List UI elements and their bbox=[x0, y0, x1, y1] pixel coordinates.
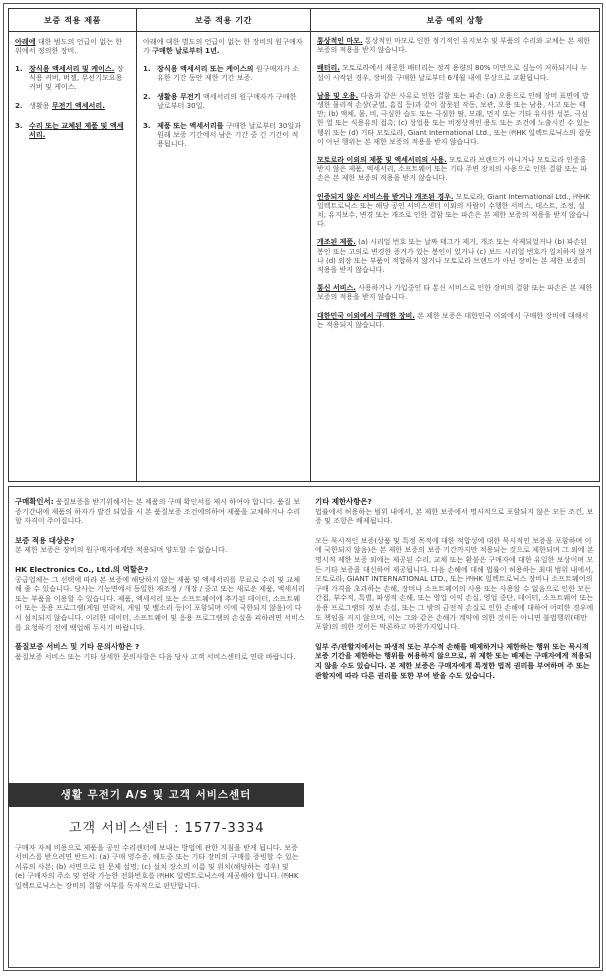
item-title: 생활용 무전기 bbox=[157, 92, 201, 102]
exclusion-title: 남용 및 오용. bbox=[317, 91, 359, 100]
column-exclusions bbox=[311, 9, 599, 481]
exclusion-item bbox=[317, 284, 593, 302]
list-item bbox=[15, 64, 130, 91]
block-title: 보증 적용 대상은? bbox=[15, 535, 75, 545]
block-title: 품질보증 서비스 및 기타 문의사항은 ? bbox=[15, 642, 140, 652]
intro-link: 아래에 bbox=[15, 37, 36, 46]
list-item bbox=[15, 121, 130, 139]
left-terms-column bbox=[15, 497, 305, 671]
exclusion-title: 모토로라 이외의 제품 및 액세서리의 사용. bbox=[317, 156, 447, 165]
right-terms-column bbox=[315, 497, 595, 690]
exclusion-text: 사용하거나 가입중인 타 통신 서비스로 인한 장비의 결함 또는 파손은 본 제한 보증의 적용을 받지 않습니다. bbox=[317, 284, 593, 302]
terms-block-bold: 일부 주/관할지에서는 파생적 또는 부수적 손해를 배제하거나 제한하는 행위 또는 묵시적 보증 기간을 제한하는 행위를 허용하지 않으므로, 위 제한 또는 배제는 구매자에게 적용되지 않을 수도 있습니다. 본 제한 보증은 구매자에게 특정한 법적 권리를 부여하며 주 또는 관할지에 따라 다른 권리를 또한 부여 받을 수도 있습니다. bbox=[315, 641, 592, 680]
exclusion-text: (a) 시리얼 번호 또는 날짜 태그가 제거, 개조 또는 삭제되었거나 (b) 파손된 봉인 또는 고의로 변경한 증거가 있는 봉인이 있거나 (c) 보드 시리얼 번호가 일치하지 않거나 (d) 외장 또는 부품이 적합하지 않거나 모토로라 브랜드가 아닌 장비는 본 제한 보증의 적용을 받지 않습니다. bbox=[317, 238, 592, 275]
block-title: HK Electronics Co., Ltd.의 역할은? bbox=[15, 564, 149, 574]
terms-section bbox=[8, 486, 600, 968]
terms-block bbox=[15, 642, 305, 661]
intro-text: 아래에 대한 별도의 언급이 없는 한 장비의 원구매자가 bbox=[143, 37, 303, 56]
item-text: 액세서리의 원구매자가 구매한 날로부터 30일. bbox=[157, 92, 297, 111]
block-text: 품질보증을 받기위해서는 본 제품의 구매 확인서를 제시 하여야 합니다. 품질 보증기간내에 제품의 하자가 발견 되었을 시 본 품질보증 조건에의하여 제품을 교체하거나 수리할 자격이 주어집니다. bbox=[15, 497, 301, 526]
column-header: 보증 예외 상황 bbox=[311, 9, 599, 32]
list-item bbox=[143, 121, 304, 148]
warranty-page bbox=[3, 3, 603, 971]
exclusion-text: 모토로라 브랜드가 아니거나 모토로라 인증을 받지 않은 제품, 액세서리, 소프트웨어 또는 기타 주변 장치의 사용으로 인한 결함 또는 파손은 본 제한 보증의 적용을 받지 않습니다. bbox=[317, 156, 588, 183]
exclusion-item bbox=[317, 193, 593, 230]
terms-block bbox=[15, 565, 305, 632]
exclusion-text: 모토로라, Giant International Ltd., ㈜HK 일렉트로닉스 또는 해당 공인 서비스센터 이외의 사람이 수행한 서비스, 테스트, 조정, 설치, 유지보수, 변경 또는 개조로 인한 결함 또는 파손은 본 제한 보증의 적용을 받지 않습니다. bbox=[317, 192, 590, 229]
item-text: 장식용 커버, 버젤, 무선기모요용 커버 및 케이스. bbox=[29, 64, 124, 92]
item-number: 2. bbox=[143, 92, 151, 102]
item-number: 2. bbox=[15, 101, 23, 111]
exclusion-text: 다음과 같은 사유로 인한 결함 또는 파손: (a) 오용으로 인해 장비 표면에 발생한 물리적 손상(균열, 흠집 등)과 같이 잘못된 작동, 보관, 오용 또는 남용, 사고 또는 태만; (b) 액체, 물, 비, 극심한 습도 또는 극심한 땀, 모래, 먼지 또는 기타 유사한 성분, 극심한 열 또는 식용유의 접촉; (c) 상업용 또는 비정상적인 용도 또는 조건에 노출시킨 수 있는 행위 또는 (d) 기타 모토로라, Giant International Ltd., 또는 ㈜HK 일렉트로닉스의 잘못이 아닌 행위는 본 제한 보증의 적용을 받지 않습니다. bbox=[317, 91, 592, 146]
exclusion-text: 모토로라에서 제공한 배터리는 정격 용량의 80% 미만으로 실능이 저하되거나 누설이 시작된 경우, 장비를 구매한 날로부터 6개월 내에 무상으로 교환됩니다. bbox=[317, 64, 588, 82]
exclusion-title: 배터리. bbox=[317, 64, 340, 73]
item-text: 원구매자가 소유한 기간 동안 제한 기간 보증. bbox=[157, 64, 300, 83]
item-text: 생활용 bbox=[29, 101, 52, 111]
terms-block bbox=[15, 497, 305, 526]
intro-bold: 구매한 날로부터 1년. bbox=[152, 46, 220, 56]
list-item bbox=[143, 64, 304, 82]
exclusion-item bbox=[317, 92, 593, 147]
block-title: 기타 제한사항은? bbox=[315, 497, 372, 506]
item-number: 1. bbox=[143, 64, 151, 74]
column-covered-products bbox=[9, 9, 137, 481]
terms-block: 모든 묵시적인 보증(상품 및 특정 목적에 대한 적합성에 대한 묵시적인 보증을 포함하며 이에 국한되지 않음)은 본 제한 보증의 보증 기간까지만 적용되는 것으로 제한되며 그 외에 본 명시적 제한 보증 외에는 제공된 수리, 교체 또는 환불은 구매자에 대한 유일한 보상이며 모든 기타 보증을 대신하여 제공됩니다. 다음 손해에 대해 법률이 허용하는 최대 범위 내에서, 모토로라, GIANT INTERNATIONAL LTD., 또는 ㈜HK 일렉트로닉스 장비나 소프트웨어의 구매 가격을 초과하는 손해, 장비나 소프트웨어의 사용 또는 사용할 수 없음으로 인한 모든 간접, 부수적, 특별, 파생적 손해, 또는 영업 이익 손실, 영업 중단, 데이터, 소프트웨어 또는 응용 프로그램의 정보 손실, 또는 그 밖의 금전적 손실로 인한 손해에 대하여 어떠한 경우에도 책임을 지지 않으며, 이는 그와 같은 손해가 계약에 의한 것이든 아니면 불법행위(태만 포함)의 의한 것이든 막론하고 마찬가지입니다. bbox=[315, 535, 594, 632]
item-title: 제품 또는 액세서리를 bbox=[157, 120, 224, 130]
exclusion-item bbox=[317, 156, 593, 184]
item-title: 장식용 액세서리 또는 케이스의 bbox=[157, 64, 254, 74]
service-center-phone: 고객 서비스센터 : 1577-3334 bbox=[69, 821, 265, 836]
item-number: 3. bbox=[15, 120, 23, 130]
exclusion-item bbox=[317, 312, 593, 330]
list-item bbox=[143, 92, 304, 110]
service-center-banner: 생활 무전기 A/S 및 고객 서비스센터 bbox=[8, 783, 304, 807]
block-text: 품질보증 서비스 또는 기타 상세한 문의사항은 다음 당사 고객 서비스센터로 연락 바랍니다. bbox=[15, 651, 296, 661]
exclusion-item bbox=[317, 238, 593, 275]
block-text: 본 제한 보증은 장비의 원구매자에게만 적용되며 양도할 수 없습니다. bbox=[15, 545, 228, 555]
exclusion-title: 대한민국 이외에서 구매한 장비. bbox=[317, 311, 415, 320]
column-header: 보증 적용 기간 bbox=[137, 9, 310, 32]
service-instructions: 구매자 자체 비용으로 제품을 공인 수리센터에 보내는 방법에 관한 지침을 받게 됩니다. 보증 서비스를 받으려면 반드시: (a) 구매 영수증, 해도중 또는 기타 장비의 구매를 증빙할 수 있는 서류의 사본; (b) 서면으로 된 문제 설명; (c) 설치 장소의 이름 및 위치(해당하는 경우) 및 (e) 구매자의 주소 및 연락 가능한 전화번호를 ㈜HK 일렉트로닉스에 제공해야 합니다. ㈜HK 일렉트로닉스는 장비의 결함 여부를 독자적으로 판단합니다. bbox=[15, 843, 299, 890]
terms-block bbox=[315, 497, 595, 526]
exclusion-text: 통상적인 마모로 인한 정기적인 유지보수 및 부품의 수리와 교체는 본 제한 보증의 적용을 받지 않습니다. bbox=[317, 37, 591, 55]
item-title: 장식용 액세서리 및 케이스. bbox=[29, 64, 115, 74]
column-header: 보증 적용 제품 bbox=[9, 9, 136, 32]
block-text: 법률에서 허용하는 범위 내에서, 본 제한 보증에서 명시적으로 포함되지 않은 모든 조건, 보증 및 조항은 배제됩니다. bbox=[315, 506, 594, 526]
block-title: 구매확인서: bbox=[15, 497, 54, 506]
exclusion-item bbox=[317, 37, 593, 55]
terms-block bbox=[15, 536, 305, 555]
exclusion-item bbox=[317, 64, 593, 82]
block-text: 공급업체는 그 선택에 따라 본 보증에 해당하지 않는 제품 및 액세서리를 무료로 수리 및 교체해 줄 수 있습니다. 당사는 기능면에서 동일한 재조정 / 개장 / 중고 또는 새로운 제품, 액세서리 또는 부품을 이용할 수 있습니다. 제품, 액세서리 또는 소프트웨어에 추가된 데이터, 소프트웨어 또는 응용 프로그램(게임 연락처, 게임 및 벨소리 등)이 포함되며 이에 국한되지 않음)이 다시 설치되지 않습니다. 이러한 데이터, 소프트웨어 및 응용 프로그램의 손실을 피하려면 서비스를 요청하기 전에 백업해 두시기 바랍니다. bbox=[15, 574, 305, 632]
list-item bbox=[15, 101, 130, 110]
exclusion-text: 본 제한 보증은 대한민국 이외에서 구매한 장비에 대해서는 적용되지 않습니다. bbox=[317, 311, 589, 329]
item-title: 무전기 액세서리. bbox=[51, 101, 105, 111]
exclusion-title: 통상적인 마모. bbox=[317, 37, 363, 45]
intro-text: 대한 범도의 언급이 없는 한 위에서 정의한 장비. bbox=[15, 37, 123, 56]
exclusion-title: 통신 서비스. bbox=[317, 284, 356, 293]
item-text: 구매한 날로부터 30일과 원래 보증 기간에서 남은 기간 중 긴 기간이 적용됩니다. bbox=[157, 120, 302, 148]
item-number: 3. bbox=[143, 120, 151, 130]
exclusion-title: 인증되지 않은 서비스를 받거나 개조된 경우. bbox=[317, 192, 454, 201]
warranty-table bbox=[8, 8, 600, 482]
column-coverage-period bbox=[137, 9, 311, 481]
item-number: 1. bbox=[15, 64, 23, 74]
exclusion-title: 개조된 제품. bbox=[317, 238, 356, 247]
item-title: 수리 또는 교체된 제품 및 액세서리. bbox=[29, 120, 124, 139]
